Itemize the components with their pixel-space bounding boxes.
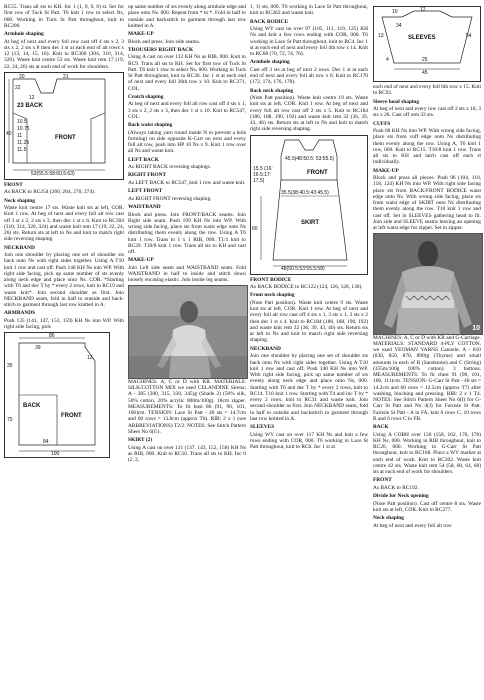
body-text: As RIGHT BACK reversing shapings.	[128, 164, 212, 171]
dim-label: 84	[43, 439, 49, 446]
body-text: (Note Patt position). Cast off centre 8 sts. Waste knit sts at left, COR. Knit to RC277.	[373, 500, 481, 514]
body-text: each end of next and every foll 6th row x 15. Knit to RC92.	[373, 84, 481, 97]
dim-label: 34	[396, 23, 402, 29]
dim-label: 10	[392, 9, 398, 15]
column-1	[4, 4, 124, 460]
section-heading: FRONT	[4, 181, 23, 188]
section-heading: WAISTBAND	[128, 204, 161, 211]
dim-label: 22	[15, 84, 21, 91]
body-text: Using A cast on over 131 (137, 143, 152, 158) KH Ns as RIB, 000. Knit to RC10. Trans all sts to KH. Inc 0 (2, 2,	[128, 444, 246, 464]
dim-label: 17.5)	[253, 177, 265, 184]
section-heading: Sleeve head shaping	[373, 98, 420, 105]
body-text: (Always taking yarn round inside N to prevent a hole forming) on side opposite K-Carr on next and every foll alt row, push into HP 10 Ns x 9. Knit 1 row over all Ns and waste knit.	[128, 129, 246, 155]
skirt-label: SKIRT	[301, 219, 319, 226]
body-text: At beg of next and every foll row cast off 4 sts x 2, 3 sts x 2, 2 sts x 8 then dec 1 st at each end of alt rows x 12 (13, 14, 15, 16). Knit to RC300 (304, 310, 314, 320). Waste knit centre 53 sts. Waste knit rem 17 (19, 22, 24, 26) sts at each end of work for shoulders.	[4, 38, 124, 70]
body-text: As LEFT BACK to RC547, knit 1 row and waste knit.	[128, 180, 246, 187]
body-text: Push 135 (141, 147, 153, 159) KH Ns into WP. With right side facing, pick	[4, 317, 124, 331]
dim-label: 60	[252, 225, 258, 232]
photo-number: 10	[472, 325, 480, 333]
dim-label: 11	[17, 132, 23, 139]
back-label: 23 BACK	[17, 102, 43, 109]
section-heading: SLEEVES	[250, 424, 275, 431]
dim-label: 25	[422, 57, 428, 63]
dim-label: 15.5 (16:	[253, 165, 273, 172]
back-front-diagram	[4, 72, 124, 180]
section-heading: Armhole shaping	[250, 59, 290, 66]
body-text: (Note Patt position). Waste knit centre 9 sts. Waste knit sts at left, COR. Knit 1 row. At beg of next and every foll alt row cast off 4 sts x 1, 3 sts x 1, 2 sts x 2 then dec 1 st x 4. Knit to RC184 (186, 188, 190, 192) and waste knit rem 32 (36, 39, 43, 46) sts. Return sts at left to Ns and knit to match right side reversing shaping.	[250, 299, 368, 344]
section-heading: LEFT BACK	[128, 156, 159, 163]
dress-diagram	[250, 135, 368, 275]
dim-label: 45.5(48:50.5: 53:55.5)	[285, 155, 335, 162]
section-heading: Back waist shaping	[128, 122, 173, 129]
dim-label: 4	[386, 57, 389, 63]
materials-text: MACHINES: A, C or D with KR and G-Carriage. MATERIALS: STANDARD 4-PLY COTTON, we used YEOMAN YARNS Cannele; A - 810 (830, 850, 870, 890)g (Thyme) and small amounts in each of B (Sandstone) and C (String) (355m/100g 100% cotton). 3 buttons. MEASUREMENTS: To fit chest 91 (96, 101, 106, 111)cm. TENSION: G-Carr St Patt - 40 sts = 14.2cm and 60 rows = 12.5cm (approx T7) after washing, blocking and pressing. RIB: 2 x 1 T4. NOTES: See Stitch Pattern Sheet No 6(I) for G-Carr St Patt and No 4(J) for Fairisle St Patt. Fairisle St Patt - A in FA, knit 6 rows C, 10 rows B and 6 rows C in FB.	[373, 334, 481, 422]
body-text: Block and press. Join FRONT/BACK seams. Join Right side seam. Push 199 KH Ns into WP. With wrong side facing, place sts from waist edge onto Ns distributing them evenly along the row. Using A T6 knit 1 row. Trans to 1 x 1 RIB, 000. T1/1 knit to RC29. T10/8 knit 1 row. Trans all sts to KH and cast off.	[128, 211, 246, 256]
column-3	[250, 4, 368, 452]
body-text: Join Left side seam and WAISTBAND seam. Fold WAISTBAND in half to inside and stitch down loosely encasing elastic. Join inside leg seams.	[128, 264, 246, 284]
section-heading: BACK BODICE	[250, 18, 289, 25]
body-text: (Note Patt position). Waste knit centre 19 sts. Waste knit sts at left, COR. Knit 1 row. At beg of next and every foll alt row cast off 2 sts x 5. Knit to RC184 (186, 188, 190, 192) and waste knit rem 32 (36, 39, 43, 46) sts. Return sts at left to Ns and knit to match right side reversing shaping.	[250, 95, 368, 133]
section-heading: MAKE-UP	[128, 31, 154, 37]
knitwear-photo	[128, 285, 248, 379]
body-text: Using WY cast on over 97 (105, 111, 119, 125) KH Ns and knit a few rows ending with COR, 000. T6 working in Lace St Patt throughout, knit to RC4. Inc 1 st at each end of next and every foll 4th row x 14. Knit to RC68 (70, 72, 74, 76).	[250, 26, 368, 58]
section-heading: NECKBAND	[4, 244, 35, 251]
body-text: As BACK BODICE to RC122 (124, 126, 128, 130).	[250, 284, 363, 291]
section-heading: MAKE-UP	[128, 257, 154, 264]
section-heading: Crotch shaping	[128, 93, 164, 100]
dim-label: 12	[29, 94, 35, 101]
section-heading: FRONT BODICE	[250, 276, 292, 283]
dim-label: 75	[7, 417, 13, 424]
column-2	[128, 4, 246, 465]
dim-label: 39	[35, 345, 41, 352]
diagram-lines	[5, 333, 109, 457]
dim-label: 10.5	[17, 118, 27, 125]
body-text: RC55. Trans all sts to KH. Inc 1 (1, 0, 0, 0) st. Set for first row of Tuck St Patt. T6 knit 1 row to select Ns, 000. Working in Tuck St Patt throughout, knit to RC200.	[4, 4, 124, 29]
body-text: Cast off 3 sts at beg of next 2 rows. Dec 1 st at each end of next and every foll alt row x 8. Knit to RC170 (172, 174, 176, 178).	[250, 66, 368, 86]
body-text: Block and press all pieces. Push 96 (104, 110, 118, 124) KH Ns into WP. With right side facing place sts from BACK/FRONT BODICE waist edge onto Ns. With wrong side facing, place sts from waist edge of SKIRT onto Ns distributing them evenly along the row. T10 knit 1 row and cast off. Set in SLEEVES gathering head to fit. Join side and SLEEVE seams leaving an opening at left waist edge for zipper. Set in zipper.	[373, 175, 481, 232]
dim-label: 16.5:17:	[253, 171, 272, 178]
section-heading: Neck shaping	[373, 515, 405, 522]
dim-label: 21	[63, 73, 69, 80]
section-heading: NECKBAND	[250, 345, 281, 352]
front-label: FRONT	[307, 169, 328, 176]
section-heading: LEFT FRONT	[128, 188, 163, 195]
body-text: At beg of next and every foll alt row cast off 4 sts x 1, 3 sts x 2, 2 sts x 3, then dec 1 st x 10. Knit to RC547, COL.	[128, 101, 246, 120]
body-text: Block and press. Join side seams.	[128, 38, 201, 45]
front-label: FRONT	[55, 134, 76, 141]
section-heading: Front neck shaping	[250, 292, 295, 299]
section-heading: Neck shaping	[4, 197, 36, 204]
section-heading: RIGHT FRONT	[128, 172, 167, 179]
dim-label: 20	[19, 73, 25, 80]
section-heading: SKIRT (2)	[128, 437, 153, 444]
dim-label: 13	[378, 33, 384, 39]
materials-text: MACHINES: A, C or D with KR. MATERIALS: SILK/COTTON MIX we used CELANDINE Sirena; A - 285 (300, 315, 330, 345)g (Shade 2) (50% silk, 50% cotton, 20% acrylic 800m/100g). 18cm zipper. MEASUREMENTS: To fit bust 86 (91, 96, 101, 106)cm. TENSION: Lace St Patt - 40 sts = 14.7cm and 60 rows = 13.8cm (approx T6). RIB: 2 x 1 (see ABBREVIATIONS) T2/2. NOTES: See Stitch Pattern Sheet No 6(G).	[128, 378, 246, 435]
dim-label: 12	[87, 355, 93, 362]
back-label: BACK	[23, 403, 41, 410]
body-text: As RIGHT FRONT reversing shaping.	[128, 195, 212, 202]
sleeves-label: SLEEVES	[408, 35, 436, 41]
section-heading: BACK	[373, 424, 389, 431]
dim-label: 11.25	[17, 139, 30, 146]
section-heading: ARMBANDS	[4, 310, 36, 317]
section-heading: Armhole shaping	[4, 31, 44, 37]
section-heading: FRONT	[373, 477, 392, 484]
body-text: Using A cast on over 112 KH Ns as RIB, 000. Knit to RC9. Trans all sts to KH. Set for first row of Tuck St Patt. T6 knit 1 row to select Ns, 000. Working in Tuck St Patt throughout, knit to RC36. Inc 1 st at each end of next and every foll 36th row x 10. Knit to RC371, COL.	[128, 54, 246, 92]
dim-label: 11.5	[17, 146, 27, 153]
sweater-photo	[373, 233, 483, 335]
body-text: 1, 1) sts, 000. T6 working in Lace St Patt throughout, knit to RC262 and waste knit.	[250, 4, 368, 17]
dim-label: 53(55.5:58:60.5:63)	[31, 170, 75, 177]
dim-label: 45	[422, 70, 428, 76]
section-heading: CUFFS	[373, 120, 391, 127]
body-text: Waste knit centre 17 sts. Waste knit sts at left, COR. Knit 1 row. At beg of next and every foll alt row cast off 3 st x 2, 2 sts x 3, then dec 1 st x 6. Knit to RC304 (310, 314, 320, 324) and waste knit rem 17 (19, 22, 24, 26) sts. Return sts at left to Ns and knit to match right side reversing shaping.	[4, 205, 124, 243]
column-4	[373, 4, 481, 530]
photo-illustration	[374, 234, 482, 334]
dim-label: 86	[49, 333, 55, 340]
body-text: At beg of next and every row cast off 2 sts x 18, 3 sts x 26. Cast off rem 33 sts.	[373, 106, 481, 119]
body-text: Using WY cast on over 117 KH Ns and knit a few rows ending with COR, 000. T6 working in Lace St Patt throughout, knit to RC6. Inc 1 st at	[250, 431, 368, 451]
dim-label: 48(50.5:53:55.5:58)	[281, 265, 325, 272]
photo-illustration	[129, 286, 247, 378]
sleeves-diagram	[373, 6, 481, 82]
body-text: Join one shoulder by placing one set of shoulder sts back onto Ns with right sides together. Using A T10 knit 1 row and cast off. Push 140 KH Ns into WP. With right side facing, pick up same number of sts evenly along neck edge and place onto Ns. COR. *Starting with T6 and dec T by * every 2 rows, knit to RC19 and waste knit*. Join second shoulder as first. Join NECKBAND seam, fold in half to outside and back-stitch to garment through last row knitted in A.	[4, 252, 124, 309]
trousers-diagram	[4, 332, 110, 458]
body-text: up same number of sts evenly along armhole edge and place onto Ns. 000. Repeat from * to *. Fold in half to outside and backstitch to garment through last row knitted in A.	[128, 4, 246, 29]
body-text: As BACK to RC254 (260, 264, 270, 274).	[4, 189, 96, 196]
dim-label: 12	[420, 7, 426, 13]
section-heading: Back neck shaping	[250, 87, 294, 94]
section-heading: Divide for Neck opening	[373, 493, 429, 500]
dim-label: 35.5(38:40.5:43:45.5)	[281, 189, 329, 196]
body-text: At beg of next and every foll alt row	[373, 522, 452, 529]
body-text: Join one shoulder by placing one set of shoulder sts back onto Ns with right sides together. Using A T10 knit 1 row and cast off. Push 140 KH Ns into WP. With right side facing, pick up same number of sts evenly along neck edge and place onto Ns, 000. Starting with T6 and dec T by * every 2 rows, knit to RC14. T10 knit 1 row. Starting with T4 and inc T by * every 2 rows, knit to RC31 and waste knit. Join second shoulder as first. Join NECKBAND seam, fold in half to outside and backstitch to garment through last row knitted in A.	[250, 353, 368, 422]
section-heading: TROUSERS RIGHT BACK	[128, 46, 194, 53]
section-heading: MAKE-UP	[373, 167, 399, 174]
dim-label: 54	[466, 33, 472, 39]
dim-label: 40	[6, 130, 12, 137]
dim-label: 35	[7, 363, 13, 370]
dim-label: 10.75	[17, 125, 30, 132]
body-text: Push 68 KH Ns into WP. With wrong side facing, place sts from cuff edge onto Ns distributing them evenly along the row. Using A, T6 knit 1 row, 000. Knit to RC15. T10/8 knit 1 row. Trans all sts to KH and latch cast off each st individually.	[373, 128, 481, 166]
body-text: As BACK to RC192.	[373, 485, 419, 492]
dim-label: 100	[51, 451, 60, 458]
front-label: FRONT	[61, 413, 82, 420]
body-text: Using A COBH over 150 (158, 162, 170, 178) KH Ns, 000. Working in RIB throughout, knit to RC26, 000. Working in G-Carr St Patt throughout, knit to RC168. Place a WY marker at each end of work. Knit to RC302. Waste knit centre 42 sts. Waste knit rem 54 (58, 60, 64, 68) sts at each end of work for shoulders.	[373, 431, 481, 476]
